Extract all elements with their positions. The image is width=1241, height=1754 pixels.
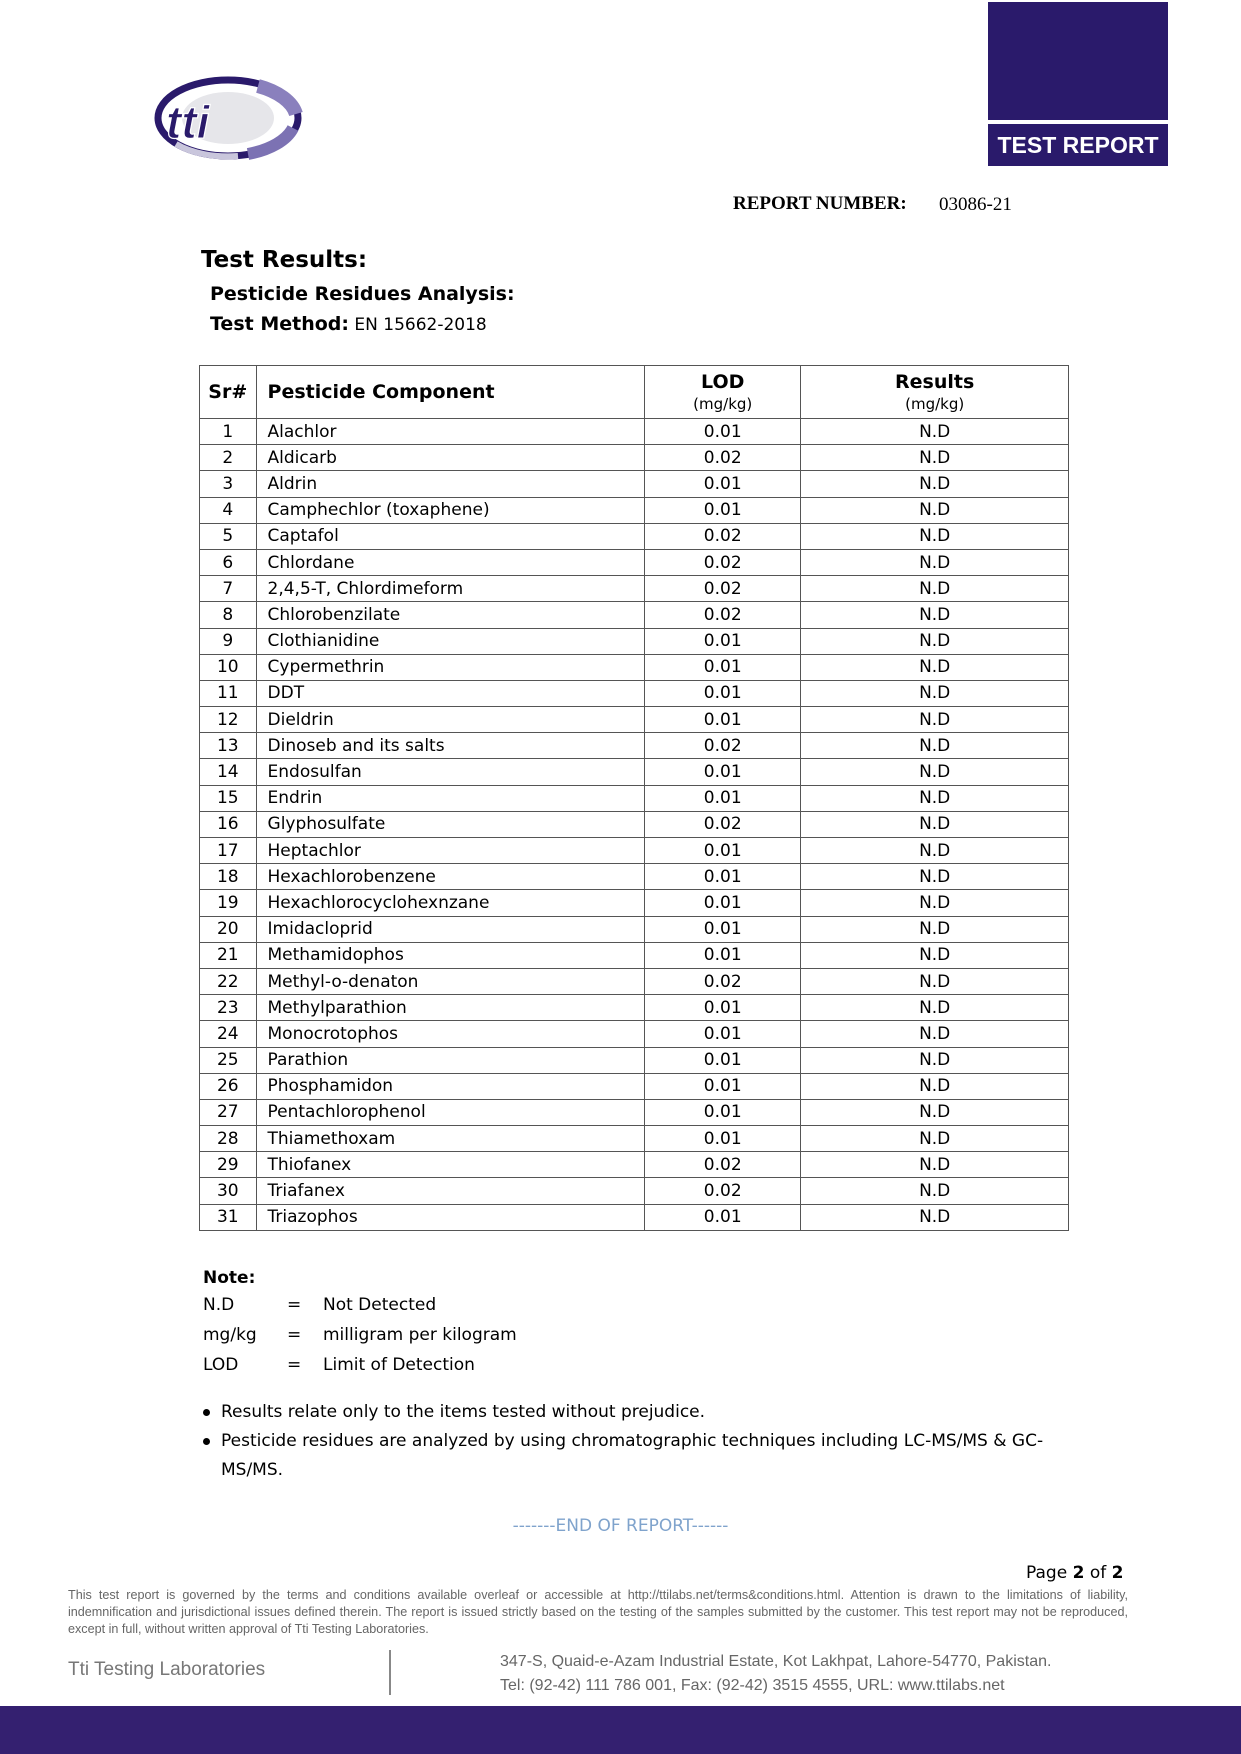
cell-lod: 0.01 — [645, 1021, 801, 1047]
table-row — [200, 602, 1069, 628]
cell-result: N.D — [801, 523, 1069, 549]
cell-result: N.D — [801, 864, 1069, 890]
table-row — [200, 576, 1069, 602]
cell-result: N.D — [801, 445, 1069, 471]
cell-lod: 0.01 — [645, 471, 801, 497]
table-row — [200, 549, 1069, 575]
cell-result: N.D — [801, 471, 1069, 497]
cell-component: Glyphosulfate — [256, 811, 645, 837]
note-definition — [203, 1325, 517, 1345]
section-title: Test Results: — [201, 247, 368, 273]
cell-component: Methylparathion — [256, 995, 645, 1021]
cell-component: Thiamethoxam — [256, 1126, 645, 1152]
table-row — [200, 680, 1069, 706]
note-equals: = — [287, 1355, 302, 1375]
cell-sr: 21 — [200, 942, 257, 968]
cell-sr: 14 — [200, 759, 257, 785]
note-definition — [203, 1355, 475, 1375]
cell-sr: 9 — [200, 628, 257, 654]
cell-component: Dinoseb and its salts — [256, 733, 645, 759]
table-header-row — [200, 366, 1069, 419]
table-row — [200, 707, 1069, 733]
cell-sr: 23 — [200, 995, 257, 1021]
cell-lod: 0.01 — [645, 942, 801, 968]
table-row — [200, 864, 1069, 890]
cell-lod: 0.01 — [645, 995, 801, 1021]
cell-component: Aldicarb — [256, 445, 645, 471]
table-row — [200, 1152, 1069, 1178]
cell-sr: 31 — [200, 1204, 257, 1230]
table-row — [200, 1178, 1069, 1204]
cell-lod: 0.01 — [645, 628, 801, 654]
cell-result: N.D — [801, 707, 1069, 733]
cell-component: Methyl-o-denaton — [256, 968, 645, 994]
cell-component: Endosulfan — [256, 759, 645, 785]
cell-result: N.D — [801, 497, 1069, 523]
cell-lod: 0.01 — [645, 1047, 801, 1073]
cell-lod: 0.02 — [645, 1178, 801, 1204]
note-equals: = — [287, 1325, 302, 1345]
note-key: mg/kg — [203, 1325, 257, 1345]
test-method — [210, 313, 487, 335]
note-value: Not Detected — [323, 1295, 437, 1315]
cell-result: N.D — [801, 680, 1069, 706]
cell-lod: 0.01 — [645, 680, 801, 706]
cell-result: N.D — [801, 419, 1069, 445]
cell-component: Aldrin — [256, 471, 645, 497]
header-component: Pesticide Component — [256, 366, 645, 419]
cell-lod: 0.02 — [645, 549, 801, 575]
cell-sr: 2 — [200, 445, 257, 471]
note-key: N.D — [203, 1295, 235, 1315]
cell-lod: 0.02 — [645, 1152, 801, 1178]
cell-sr: 5 — [200, 523, 257, 549]
cell-lod: 0.01 — [645, 890, 801, 916]
table-row — [200, 811, 1069, 837]
cell-component: Heptachlor — [256, 838, 645, 864]
cell-sr: 19 — [200, 890, 257, 916]
cell-sr: 28 — [200, 1126, 257, 1152]
cell-lod: 0.01 — [645, 785, 801, 811]
table-row — [200, 471, 1069, 497]
page-current: 2 — [1072, 1563, 1085, 1583]
header-results — [801, 366, 1069, 419]
bullet-item — [203, 1427, 1053, 1485]
cell-sr: 13 — [200, 733, 257, 759]
cell-lod: 0.01 — [645, 1204, 801, 1230]
cell-component: Endrin — [256, 785, 645, 811]
cell-lod: 0.01 — [645, 1126, 801, 1152]
tti-logo-icon — [148, 66, 304, 176]
cell-component: Pentachlorophenol — [256, 1099, 645, 1125]
cell-result: N.D — [801, 733, 1069, 759]
table-row — [200, 1126, 1069, 1152]
cell-sr: 3 — [200, 471, 257, 497]
bullet-icon — [203, 1409, 210, 1416]
cell-lod: 0.01 — [645, 838, 801, 864]
cell-lod: 0.01 — [645, 419, 801, 445]
page-of: of — [1089, 1563, 1107, 1583]
cell-lod: 0.01 — [645, 916, 801, 942]
test-report-badge-label: TEST REPORT — [988, 124, 1168, 166]
cell-sr: 29 — [200, 1152, 257, 1178]
cell-lod: 0.01 — [645, 1099, 801, 1125]
cell-result: N.D — [801, 995, 1069, 1021]
table-row — [200, 916, 1069, 942]
cell-component: Dieldrin — [256, 707, 645, 733]
cell-result: N.D — [801, 838, 1069, 864]
cell-component: Captafol — [256, 523, 645, 549]
cell-result: N.D — [801, 811, 1069, 837]
results-table — [199, 365, 1069, 1231]
cell-component: Thiofanex — [256, 1152, 645, 1178]
cell-sr: 30 — [200, 1178, 257, 1204]
cell-result: N.D — [801, 968, 1069, 994]
cell-component: Imidacloprid — [256, 916, 645, 942]
cell-component: Alachlor — [256, 419, 645, 445]
note-equals: = — [287, 1295, 302, 1315]
cell-sr: 17 — [200, 838, 257, 864]
cell-sr: 10 — [200, 654, 257, 680]
table-row — [200, 995, 1069, 1021]
page-number — [1026, 1563, 1123, 1583]
note-definition — [203, 1295, 436, 1315]
cell-result: N.D — [801, 628, 1069, 654]
test-method-label: Test Method: — [210, 313, 349, 335]
table-row — [200, 654, 1069, 680]
cell-lod: 0.02 — [645, 576, 801, 602]
test-report-badge-block — [988, 2, 1168, 120]
table-row — [200, 523, 1069, 549]
cell-sr: 1 — [200, 419, 257, 445]
cell-sr: 8 — [200, 602, 257, 628]
cell-lod: 0.02 — [645, 445, 801, 471]
cell-result: N.D — [801, 576, 1069, 602]
header-results-label: Results — [895, 371, 975, 393]
note-key: LOD — [203, 1355, 239, 1375]
header-sr: Sr# — [200, 366, 257, 419]
cell-result: N.D — [801, 1073, 1069, 1099]
test-method-value: EN 15662-2018 — [354, 315, 487, 335]
cell-sr: 11 — [200, 680, 257, 706]
table-row — [200, 1099, 1069, 1125]
cell-result: N.D — [801, 654, 1069, 680]
cell-lod: 0.02 — [645, 968, 801, 994]
footer-disclaimer: This test report is governed by the terms and conditions available overleaf or accessible at http://ttilabs.net/terms&conditions.html. Attention is drawn to the limitations of liability, indemnification and jurisdictional issues defined therein. The report is issued strictly based on the testing of the samples submitted by the customer. This test report may not be reproduced, except in full, without written approval of Tti Testing Laboratories. — [68, 1588, 1128, 1636]
table-row — [200, 785, 1069, 811]
cell-component: Methamidophos — [256, 942, 645, 968]
section-subtitle: Pesticide Residues Analysis: — [210, 283, 515, 305]
cell-component: Hexachlorobenzene — [256, 864, 645, 890]
cell-component: Parathion — [256, 1047, 645, 1073]
cell-lod: 0.01 — [645, 759, 801, 785]
notes-bullet-list — [203, 1398, 1053, 1485]
table-row — [200, 838, 1069, 864]
tti-logo — [148, 66, 304, 176]
cell-result: N.D — [801, 1099, 1069, 1125]
cell-component: Cypermethrin — [256, 654, 645, 680]
cell-result: N.D — [801, 890, 1069, 916]
cell-sr: 15 — [200, 785, 257, 811]
cell-result: N.D — [801, 1047, 1069, 1073]
cell-lod: 0.02 — [645, 811, 801, 837]
cell-lod: 0.01 — [645, 654, 801, 680]
cell-component: Monocrotophos — [256, 1021, 645, 1047]
cell-result: N.D — [801, 916, 1069, 942]
report-number-label: REPORT NUMBER: — [733, 193, 907, 214]
cell-sr: 6 — [200, 549, 257, 575]
cell-component: Hexachlorocyclohexnzane — [256, 890, 645, 916]
cell-sr: 18 — [200, 864, 257, 890]
table-row — [200, 733, 1069, 759]
cell-component: DDT — [256, 680, 645, 706]
bullet-item — [203, 1398, 1053, 1427]
table-row — [200, 968, 1069, 994]
cell-result: N.D — [801, 942, 1069, 968]
cell-lod: 0.01 — [645, 707, 801, 733]
report-number-value: 03086-21 — [939, 194, 1012, 215]
cell-sr: 12 — [200, 707, 257, 733]
cell-sr: 27 — [200, 1099, 257, 1125]
cell-sr: 26 — [200, 1073, 257, 1099]
cell-component: 2,4,5-T, Chlordimeform — [256, 576, 645, 602]
svg-text:tti: tti — [166, 96, 210, 148]
cell-result: N.D — [801, 1021, 1069, 1047]
cell-result: N.D — [801, 1178, 1069, 1204]
cell-component: Phosphamidon — [256, 1073, 645, 1099]
cell-lod: 0.01 — [645, 497, 801, 523]
cell-result: N.D — [801, 759, 1069, 785]
cell-sr: 22 — [200, 968, 257, 994]
table-row — [200, 942, 1069, 968]
table-row — [200, 497, 1069, 523]
bullet-text: Results relate only to the items tested without prejudice. — [221, 1402, 706, 1422]
cell-sr: 25 — [200, 1047, 257, 1073]
cell-component: Triazophos — [256, 1204, 645, 1230]
bullet-text: Pesticide residues are analyzed by using chromatographic techniques including LC-MS/MS & GC-MS/MS. — [221, 1431, 1044, 1480]
note-value: Limit of Detection — [323, 1355, 475, 1375]
cell-component: Triafanex — [256, 1178, 645, 1204]
footer-contact-line: Tel: (92-42) 111 786 001, Fax: (92-42) 3515 4555, URL: www.ttilabs.net — [500, 1677, 1005, 1694]
table-row — [200, 1073, 1069, 1099]
cell-result: N.D — [801, 1126, 1069, 1152]
footer-lab-name: Tti Testing Laboratories — [68, 1659, 266, 1680]
table-row — [200, 1021, 1069, 1047]
cell-sr: 16 — [200, 811, 257, 837]
cell-lod: 0.02 — [645, 523, 801, 549]
header-lod-label: LOD — [701, 371, 745, 393]
cell-result: N.D — [801, 1204, 1069, 1230]
table-row — [200, 445, 1069, 471]
cell-result: N.D — [801, 785, 1069, 811]
footer-band — [0, 1706, 1241, 1754]
table-row — [200, 1204, 1069, 1230]
footer-address — [500, 1650, 1051, 1698]
cell-lod: 0.01 — [645, 864, 801, 890]
footer-divider — [389, 1650, 391, 1695]
table-body — [200, 419, 1069, 1231]
cell-result: N.D — [801, 1152, 1069, 1178]
cell-component: Clothianidine — [256, 628, 645, 654]
cell-component: Camphechlor (toxaphene) — [256, 497, 645, 523]
cell-sr: 24 — [200, 1021, 257, 1047]
table-row — [200, 890, 1069, 916]
cell-lod: 0.01 — [645, 1073, 801, 1099]
footer-address-line: 347-S, Quaid-e-Azam Industrial Estate, Kot Lakhpat, Lahore-54770, Pakistan. — [500, 1653, 1052, 1670]
cell-lod: 0.02 — [645, 733, 801, 759]
cell-sr: 20 — [200, 916, 257, 942]
table-row — [200, 1047, 1069, 1073]
page-total: 2 — [1111, 1563, 1124, 1583]
note-value: milligram per kilogram — [323, 1325, 517, 1345]
header-results-unit: (mg/kg) — [905, 395, 965, 413]
header-lod-unit: (mg/kg) — [693, 395, 753, 413]
end-of-report: -------END OF REPORT------ — [512, 1516, 729, 1536]
cell-result: N.D — [801, 602, 1069, 628]
header-lod — [645, 366, 801, 419]
cell-sr: 7 — [200, 576, 257, 602]
note-title: Note: — [203, 1268, 256, 1288]
cell-component: Chlordane — [256, 549, 645, 575]
table-row — [200, 759, 1069, 785]
table-row — [200, 419, 1069, 445]
cell-result: N.D — [801, 549, 1069, 575]
page-prefix: Page — [1026, 1563, 1068, 1583]
cell-component: Chlorobenzilate — [256, 602, 645, 628]
bullet-icon — [203, 1438, 210, 1445]
table-row — [200, 628, 1069, 654]
cell-sr: 4 — [200, 497, 257, 523]
cell-lod: 0.02 — [645, 602, 801, 628]
